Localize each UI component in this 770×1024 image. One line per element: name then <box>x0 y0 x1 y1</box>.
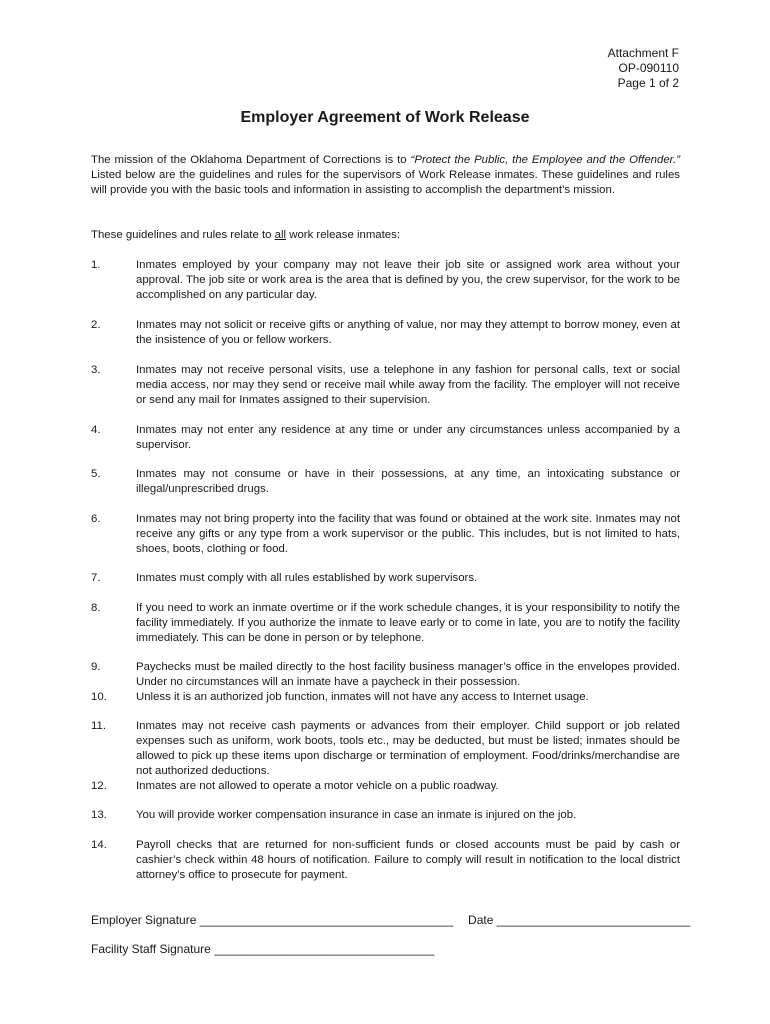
intro-text-start: The mission of the Oklahoma Department of Corrections is to <box>91 154 411 166</box>
rule-item <box>91 601 680 646</box>
rule-text: You will provide worker compensation insurance in case an inmate is injured on the job. <box>136 809 577 821</box>
rule-number: 8. <box>91 602 101 614</box>
rule-item <box>91 512 680 557</box>
rule-number: 11. <box>91 720 106 732</box>
intro-text-end: Listed below are the guidelines and rules for the supervisors of Work Release inmates. These guidelines and rules will provide you with the basic tools and information in assisting to accomplish the department’s mission. <box>91 168 680 196</box>
rule-number: 1. <box>91 259 101 271</box>
rule-number: 10. <box>91 691 107 703</box>
rule-number: 9. <box>91 661 101 673</box>
rule-item <box>91 660 680 690</box>
rule-item <box>91 318 680 348</box>
date-label: Date <box>468 913 494 927</box>
employer-signature-row <box>91 913 691 928</box>
rule-number: 4. <box>91 424 101 436</box>
rule-number: 3. <box>91 364 101 376</box>
date-field[interactable]: _____________________________ <box>496 913 691 927</box>
op-number: OP-090110 <box>618 61 679 75</box>
document-title: Employer Agreement of Work Release <box>240 109 530 126</box>
rule-number: 6. <box>91 513 101 525</box>
mission-quote: “Protect the Public, the Employee and the Offender.” <box>410 154 680 166</box>
rule-item <box>91 258 680 303</box>
rule-text: Inmates may not bring property into the facility that was found or obtained at the work site. Inmates may not receive any gifts or any type from a work supervisor or the public. This includes, but is not limited to hats, shoes, boots, clothing or food. <box>136 513 680 555</box>
rule-number: 13. <box>91 809 107 821</box>
rule-text: Inmates may not receive cash payments or advances from their employer. Child support or job related expenses such as uniform, work boots, tools etc., may be deducted, but must be listed; inmates should be allowed to pick up these items upon discharge or termination of employment. Food/drinks/merchandise are not authorized deductions. <box>136 720 680 777</box>
rule-number: 2. <box>91 319 101 331</box>
rule-number: 14. <box>91 839 107 851</box>
document-header <box>608 46 679 91</box>
rule-item <box>91 838 680 883</box>
rule-item <box>91 467 680 497</box>
employer-signature-field[interactable]: ______________________________________ <box>199 913 454 927</box>
rule-text: Inmates may not receive personal visits, use a telephone in any fashion for personal calls, text or social media access, nor may they send or receive mail while away from the facility. The employer will not receive or send any mail for Inmates assigned to their supervision. <box>136 364 680 406</box>
rule-number: 5. <box>91 468 101 480</box>
intro-paragraph <box>91 153 680 198</box>
rule-text: Inmates may not solicit or receive gifts or anything of value, nor may they attempt to borrow money, even at the insistence of you or fellow workers. <box>136 319 680 346</box>
rule-text: Inmates employed by your company may not leave their job site or assigned work area without your approval. The job site or work area is the area that is defined by you, the crew supervisor, for the work to be accomplished on any particular day. <box>136 259 680 301</box>
rules-lead-sentence <box>91 228 680 243</box>
rule-text: Inmates are not allowed to operate a motor vehicle on a public roadway. <box>136 780 499 792</box>
page-number: Page 1 of 2 <box>617 76 679 90</box>
rule-text: Inmates may not enter any residence at any time or under any circumstances unless accompanied by a supervisor. <box>136 424 680 451</box>
rule-text: Inmates may not consume or have in their possessions, at any time, an intoxicating substance or illegal/unprescribed drugs. <box>136 468 680 495</box>
lead-text-start: These guidelines and rules relate to <box>91 229 275 241</box>
employer-signature-label: Employer Signature <box>91 913 197 927</box>
rule-item <box>91 363 680 408</box>
attachment-label: Attachment F <box>607 46 679 60</box>
facility-signature-field[interactable]: _________________________________ <box>214 942 435 956</box>
rule-item <box>91 423 680 453</box>
rule-number: 7. <box>91 572 101 584</box>
rule-item <box>91 779 680 794</box>
rule-text: If you need to work an inmate overtime or if the work schedule changes, it is your responsibility to notify the facility immediately. If you authorize the inmate to leave early or to come in late, you are to notify the facility immediately. This can be done in person or by telephone. <box>136 602 680 644</box>
facility-signature-row <box>91 942 680 957</box>
lead-emphasis: all <box>274 229 287 241</box>
facility-signature-label: Facility Staff Signature <box>91 942 211 956</box>
rule-text: Unless it is an authorized job function, inmates will not have any access to Internet usage. <box>136 691 589 703</box>
rule-text: Inmates must comply with all rules established by work supervisors. <box>136 572 478 584</box>
rule-text: Payroll checks that are returned for non-sufficient funds or closed accounts must be paid by cash or cashier’s check within 48 hours of notification. Failure to comply will result in notification to the local district attorney’s office to prosecute for payment. <box>136 839 680 881</box>
rule-item <box>91 808 680 823</box>
rule-text: Paychecks must be mailed directly to the host facility business manager’s office in the envelopes provided. Under no circumstances will an inmate have a paycheck in their possession. <box>136 661 680 688</box>
rule-item <box>91 719 680 779</box>
rule-item <box>91 690 680 705</box>
lead-text-end: work release inmates: <box>286 229 400 241</box>
rule-item <box>91 571 680 586</box>
rule-number: 12. <box>91 780 107 792</box>
